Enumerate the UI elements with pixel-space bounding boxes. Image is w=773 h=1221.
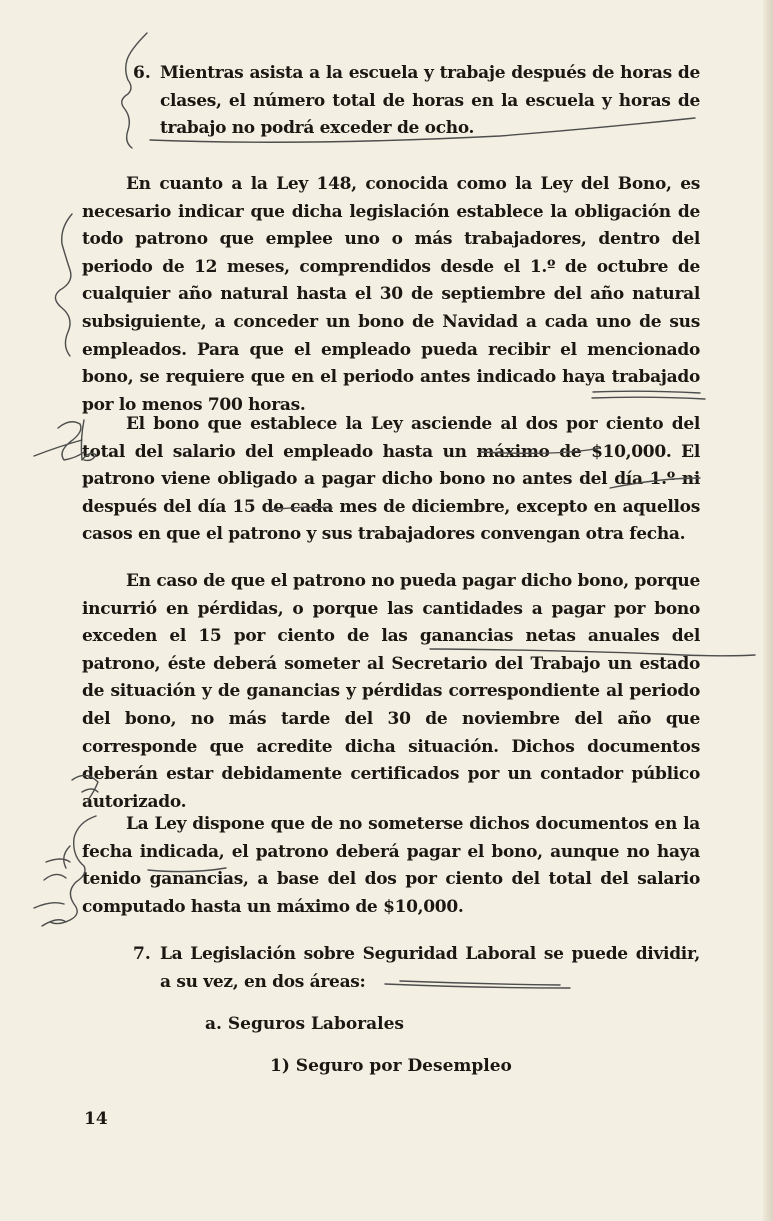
handwritten-bracket-paragraph-1 [55,214,72,356]
item-7-text: La Legislación sobre Seguridad Laboral se puede dividir, a su vez, en dos áreas: [160,944,700,992]
handwritten-mark-certificados [72,775,98,800]
paragraph-ley-148: En cuanto a la Ley 148, conocida como la Ley del Bono, es necesario indicar que dicha legislación establece la obligación de todo patrono que emplee uno o más trabajadores, dentro del periodo de 12 meses, comprendidos desde el 1.º de octubre de cualquier año natural hasta el 30 de septiembre del año natural subsiguiente, a conceder un bono de Navidad a cada uno de sus empleados. Para que el empleado pueda recibir el mencionado bono, se requiere que en el periodo antes indicado haya trabajado por lo menos 700 horas. [82,174,700,415]
handwritten-note-2b [34,420,96,460]
paragraph-perdidas: En caso de que el patrono no pueda pagar dicho bono, porque incurrió en pérdidas, o porque las cantidades a pagar por bono exceden el 15 por ciento de las ganancias netas anuales del patrono, éste deberá someter al Secretario del Trabajo un estado de situación y de ganancias y pérdidas correspondiente al periodo del bono, no más tarde del 30 de noviembre del año que corresponde que acredite dicha situación. Dichos documentos deberán estar debidamente certificados por un contador público autorizado. [82,571,700,812]
subheading-seguro-desempleo: 1) Seguro por Desempleo [270,1056,512,1076]
paragraph-bono-monto: El bono que establece la Ley asciende al dos por ciento del total del salario del empleado hasta un máximo de $10,000. El patrono viene obligado a pagar dicho bono no antes del día 1.º ni después del día 15 de cada mes de diciembre, excepto en aquellos casos en que el patrono y sus trabajadores convengan otra fecha. [82,414,700,545]
handwritten-underline-fecha-indicada [148,868,226,872]
handwritten-bracket-item-6 [122,33,147,148]
handwritten-underline-ganancias-netas [430,649,755,656]
item-7-number: 7. [133,944,151,964]
handwritten-underline-700-horas [592,397,705,399]
handwritten-strike-mes-de [270,507,332,510]
handwritten-underline-10000 [480,448,600,453]
handwritten-underline-item-6 [150,118,695,142]
page-number: 14 [84,1109,108,1129]
item-6-number: 6. [133,63,151,83]
handwritten-bracket-paragraph-4 [34,816,96,926]
subheading-seguros-laborales: a. Seguros Laborales [205,1014,404,1034]
item-6-text: Mientras asista a la escuela y trabaje después de horas de clases, el número total de horas en la escuela y horas de trabajo no podrá exceder de ocho. [160,63,700,139]
paragraph-ley-dispone: La Ley dispone que de no someterse dichos documentos en la fecha indicada, el patrono deberá pagar el bono, aunque no haya tenido ganancias, a base del dos por ciento del total del salario computado hasta un máximo de $10,000. [82,814,700,917]
